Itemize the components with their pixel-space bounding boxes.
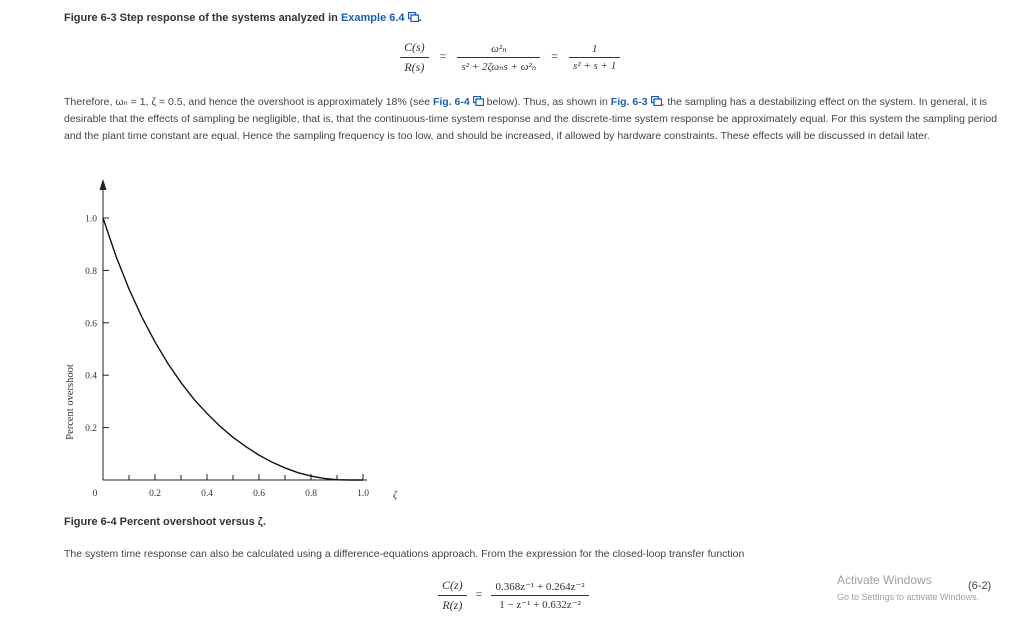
eq1-equals-2: = (551, 49, 559, 64)
figure-6-4-caption: Figure 6-4 Percent overshoot versus ζ. (64, 516, 266, 528)
eq2-lhs-fraction (438, 578, 467, 613)
external-link-icon[interactable] (651, 96, 662, 106)
eq2-rhs-fraction (491, 580, 588, 611)
x-tick-label: 0.6 (253, 489, 265, 499)
eq2-lhs-numerator: C(z) (438, 578, 467, 596)
equation-number: (6-2) (968, 580, 992, 592)
transfer-function-equation (400, 40, 620, 75)
body-paragraph-1: Therefore, ωₙ = 1, ζ = 0.5, and hence the overshoot is approximately 18% (see Fig. 6-4 below). Thus, as shown in Fig. 6-3 , the sampling has a destabilizing effect on the system. In general, it is desirable that the effects of sampling be negligible, that is, that the continuous-time system response and the discrete-time system response be approximately equal. For this system the sampling period and the plant time constant are equal. Hence the sampling frequency is too low, and should be increased, if allowed by hardware constraints. These effects will be discussed in detail later. (64, 96, 998, 143)
eq1-mid-denominator: s² + 2ζωₙs + ω²ₙ (461, 61, 537, 73)
x-tick-label: 0 (92, 489, 98, 499)
difference-equation-transfer-function (438, 578, 589, 613)
x-tick-label: 0.8 (305, 489, 317, 499)
chart-plot-area (85, 179, 398, 501)
y-tick-label: 1.0 (85, 214, 97, 225)
y-axis-arrow (100, 179, 107, 190)
eq1-rhs-denominator: s² + s + 1 (573, 60, 617, 72)
x-tick-label: 0.4 (201, 489, 213, 499)
y-tick-label: 0.6 (85, 319, 97, 330)
fig-6-3-link[interactable]: Fig. 6-3 (611, 96, 662, 108)
eq1-rhs-numerator: 1 (569, 43, 620, 58)
eq1-lhs-fraction (400, 40, 429, 75)
x-tick-label: 1.0 (357, 489, 369, 499)
figure-6-3-label: Figure 6-3 Step response of the systems analyzed in (64, 12, 338, 24)
eq1-mid-fraction (457, 42, 540, 73)
y-tick-label: 0.8 (85, 266, 97, 277)
eq1-lhs-denominator: R(s) (404, 60, 425, 74)
eq1-lhs-numerator: C(s) (400, 40, 429, 58)
overshoot-chart (50, 170, 430, 510)
fig-6-4-link[interactable]: Fig. 6-4 (433, 96, 484, 108)
body-paragraph-2: The system time response can also be calculated using a difference-equations approach. From the expression for the closed-loop transfer function (64, 548, 745, 560)
eq2-rhs-denominator: 1 − z⁻¹ + 0.632z⁻² (499, 599, 581, 611)
eq2-equals: = (475, 587, 483, 602)
eq2-rhs-numerator: 0.368z⁻¹ + 0.264z⁻² (491, 580, 588, 596)
x-tick-label: 0.2 (149, 489, 161, 499)
activate-windows-title: Activate Windows (837, 573, 932, 587)
activate-windows-subtitle: Go to Settings to activate Windows. (837, 592, 980, 602)
external-link-icon[interactable] (408, 12, 419, 22)
figure-6-3-caption: Figure 6-3 Step response of the systems analyzed in Example 6.4 . (64, 12, 422, 24)
eq1-mid-numerator: ω²ₙ (457, 42, 540, 58)
eq2-lhs-denominator: R(z) (442, 598, 463, 612)
y-axis-label: Percent overshoot (65, 364, 76, 440)
eq1-equals-1: = (439, 49, 447, 64)
y-tick-label: 0.4 (85, 371, 97, 382)
example-6-4-link[interactable]: Example 6.4 (341, 12, 419, 24)
overshoot-curve (103, 218, 363, 480)
x-axis-label: ζ (392, 490, 398, 501)
eq1-rhs-fraction (569, 43, 620, 72)
y-tick-label: 0.2 (85, 424, 97, 435)
external-link-icon[interactable] (473, 96, 484, 106)
